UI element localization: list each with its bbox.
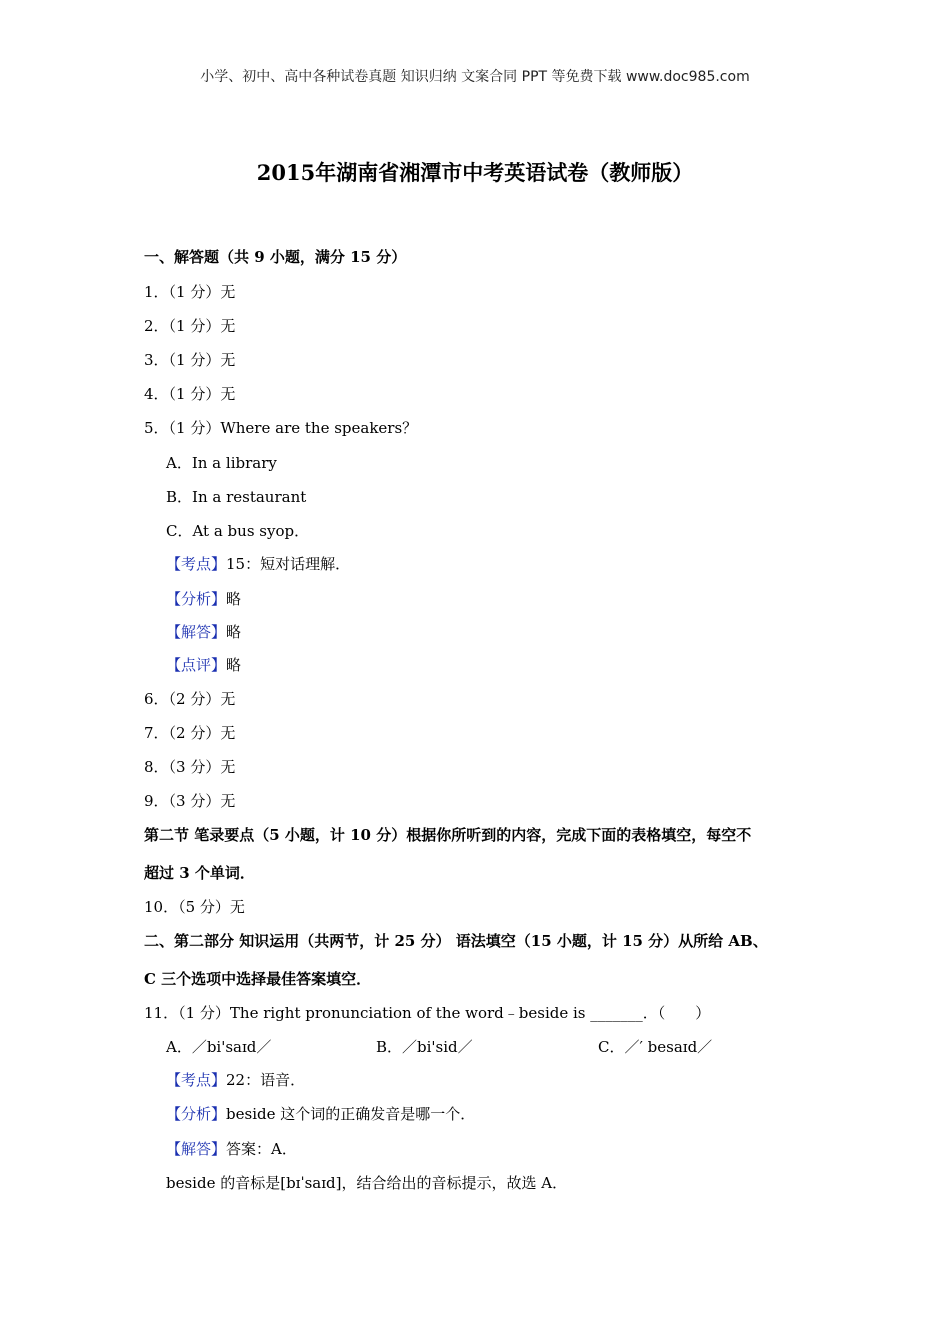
q5-fenxi [166,588,241,609]
fenxi-tag: 【分析】 [166,1105,227,1123]
dianping-text: 略 [226,656,242,674]
question-10: 10．（5 分）无 [144,898,245,916]
q5-kaodian [166,553,350,574]
section2-heading-line2: 超过 3 个单词． [144,864,255,882]
question-7: 7．（2 分）无 [144,724,236,742]
question-11-option-c: C．／′ besaɪd／ [598,1038,713,1056]
fenxi-text: 略 [226,590,242,608]
q11-fenxi [166,1103,475,1124]
kaodian-text: 15：短对话理解． [226,555,351,573]
jieda-tag: 【解答】 [166,1140,227,1158]
q5-jieda [166,621,241,642]
question-11-option-b: B．／bi'sid／ [376,1038,473,1056]
question-2: 2．（1 分）无 [144,317,236,335]
question-3: 3．（1 分）无 [144,351,236,369]
section1-heading: 一、解答题（共 9 小题，满分 15 分） [144,248,407,266]
page-title: 2015年湖南省湘潭市中考英语试卷（教师版） [256,160,694,185]
question-5-option-b: B．In a restaurant [166,488,307,506]
kaodian-tag: 【考点】 [166,555,227,573]
question-4: 4．（1 分）无 [144,385,236,403]
jieda-text: 略 [226,623,242,641]
jieda-text: 答案：A． [226,1140,297,1158]
page-header: 小学、初中、高中各种试卷真题 知识归纳 文案合同 PPT 等免费下载 www.doc985.com [200,69,750,85]
jieda-tag: 【解答】 [166,623,227,641]
q11-jieda [166,1138,297,1159]
q5-dianping [166,654,241,675]
question-8: 8．（3 分）无 [144,758,236,776]
question-9: 9．（3 分）无 [144,792,236,810]
q11-kaodian [166,1069,305,1090]
q11-explanation: beside 的音标是[bɪˈsaɪd]，结合给出的音标提示，故选 A． [166,1174,568,1192]
kaodian-tag: 【考点】 [166,1071,227,1089]
section2-heading-line1: 第二节 笔录要点（5 小题，计 10 分）根据你所听到的内容，完成下面的表格填空，每空不 [144,826,752,844]
part2-heading-line2: C 三个选项中选择最佳答案填空． [144,970,372,988]
dianping-tag: 【点评】 [166,656,227,674]
fenxi-tag: 【分析】 [166,590,227,608]
kaodian-text: 22：语音． [226,1071,306,1089]
part2-heading-line1: 二、第二部分 知识运用（共两节，计 25 分） 语法填空（15 小题，计 15 分）从所给 AB、 [144,932,768,950]
question-5-stem: 5．（1 分）Where are the speakers？ [144,419,418,437]
fenxi-text: beside 这个词的正确发音是哪一个． [226,1105,476,1123]
question-1: 1．（1 分）无 [144,283,236,301]
question-6: 6．（2 分）无 [144,690,236,708]
question-11-option-a: A．／bi'saɪd／ [166,1038,272,1056]
question-5-option-c: C．At a bus syop． [166,522,310,540]
question-5-option-a: A．In a library [166,454,277,472]
question-11-stem: 11．（1 分）The right pronunciation of the word﹣beside is _______．（ ） [144,1004,711,1022]
